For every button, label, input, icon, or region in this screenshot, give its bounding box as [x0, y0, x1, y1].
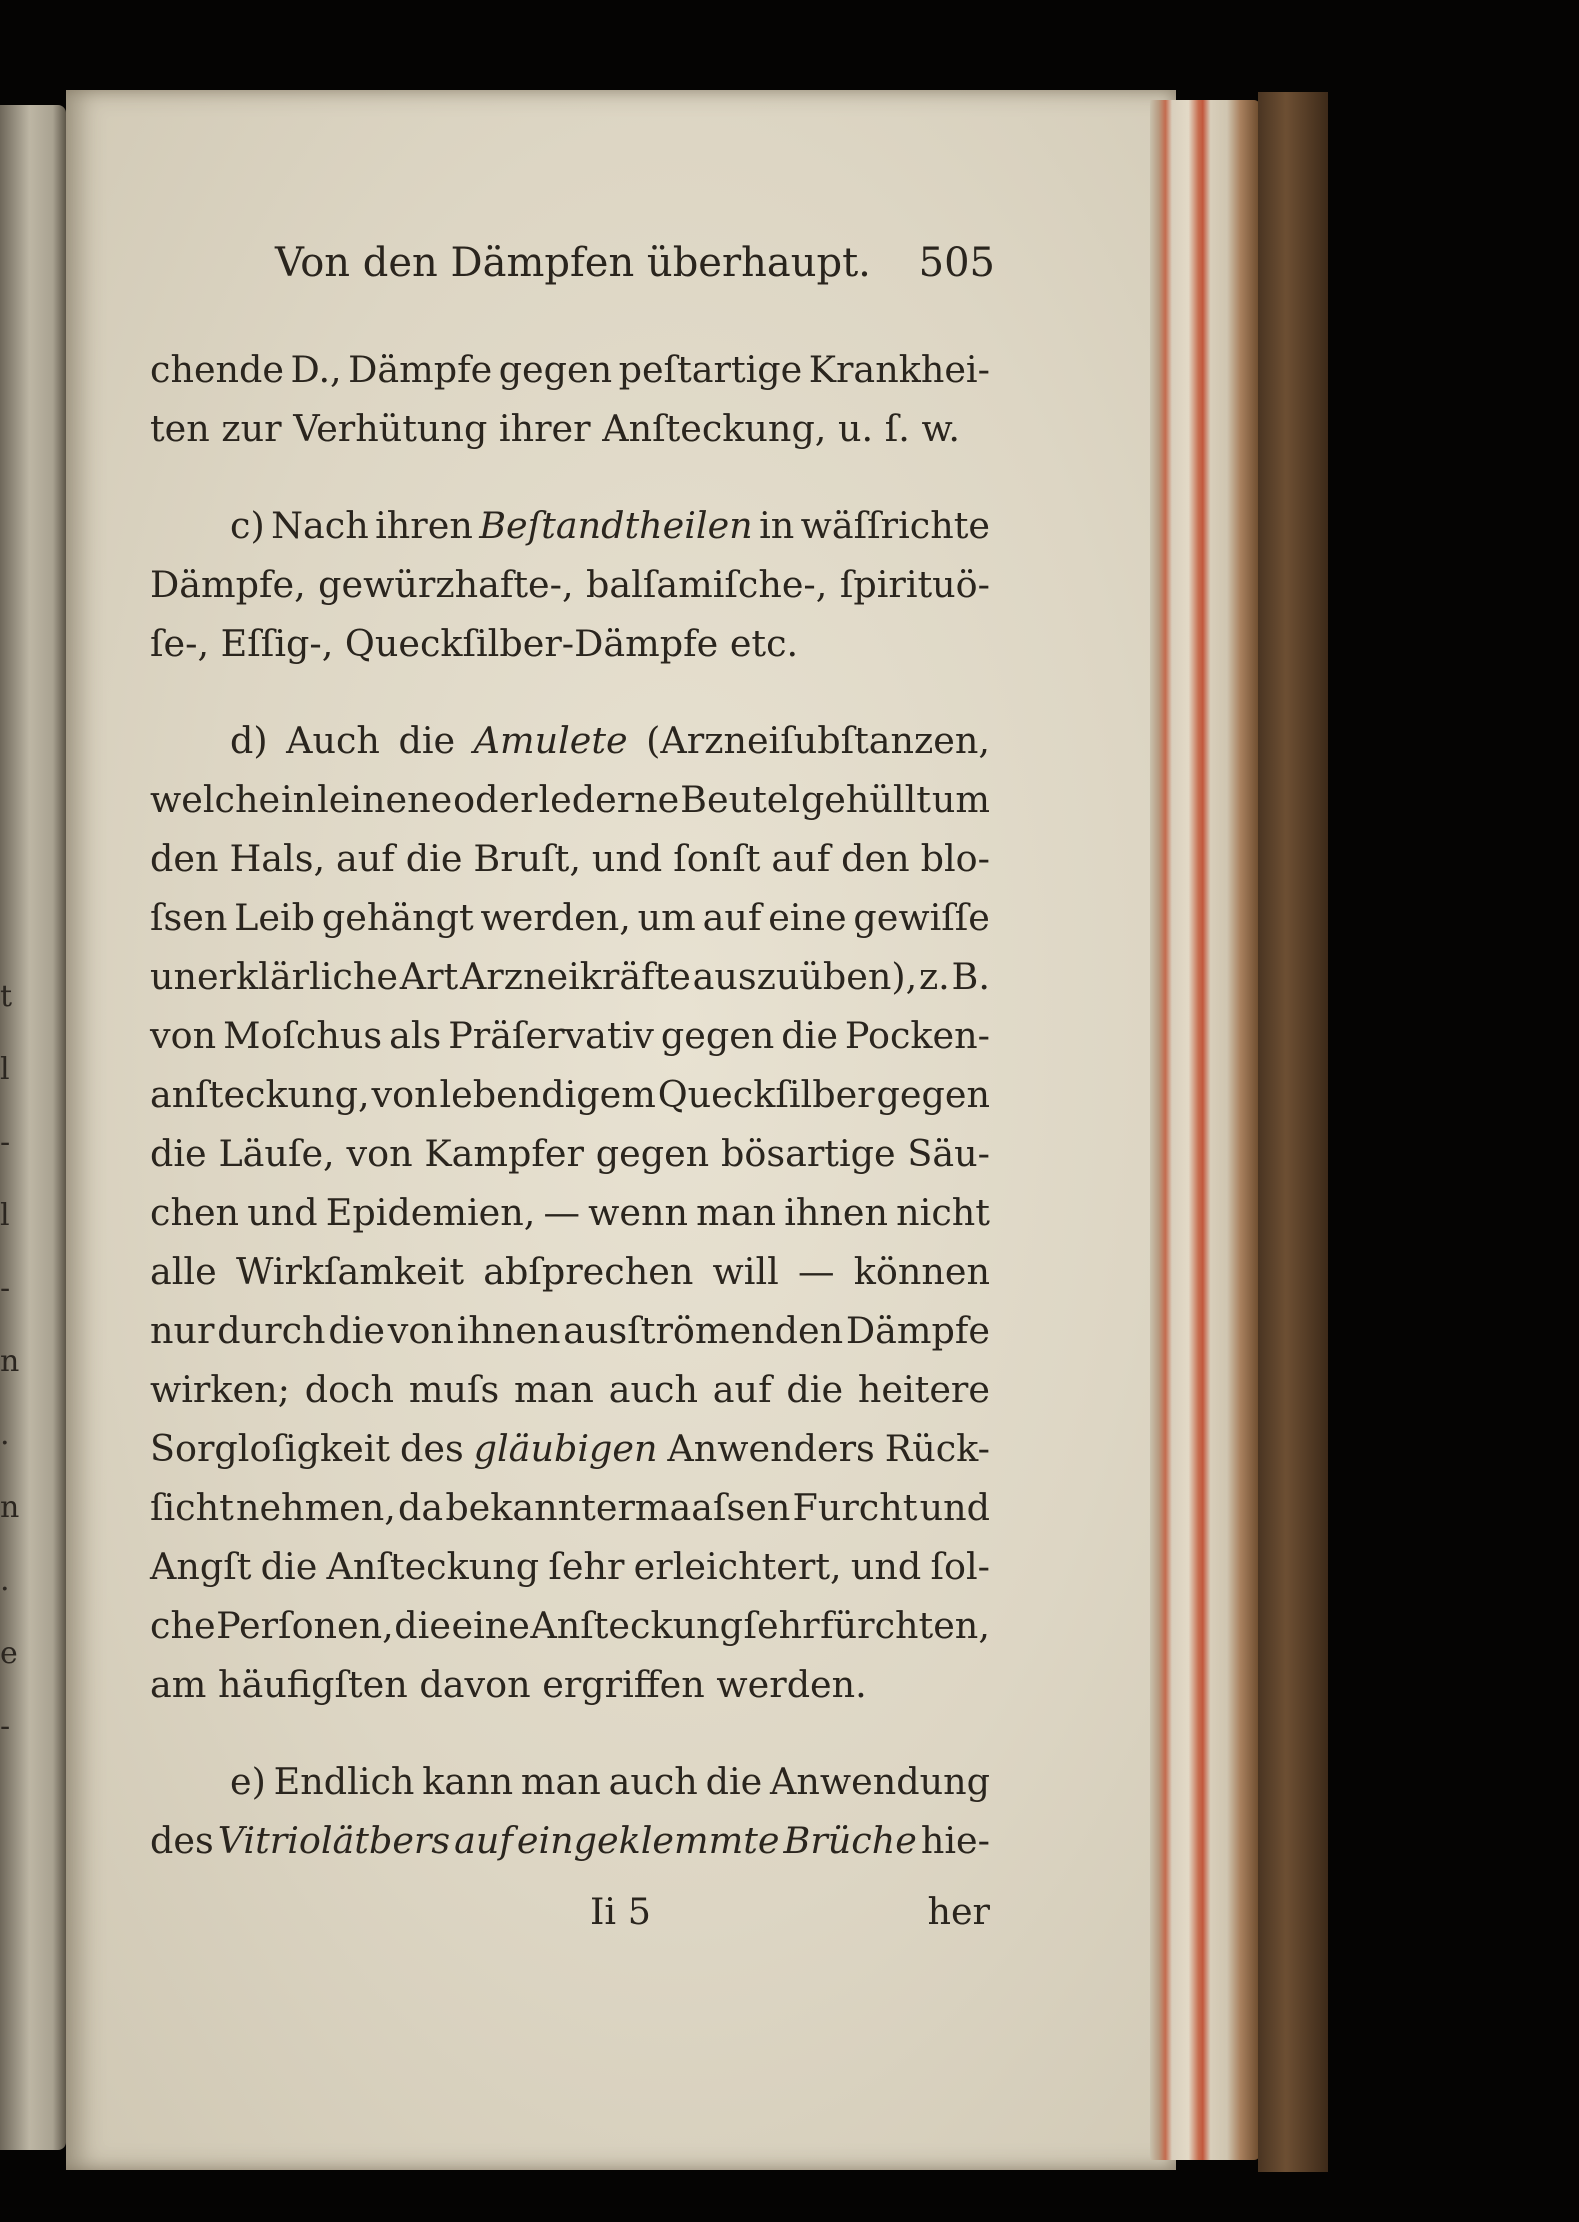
signature-mark: Ii 5	[590, 1890, 651, 1933]
fragment: .	[0, 1563, 10, 1598]
text-line: nur durch die von ihnen ausſtrömenden Dämpfe	[150, 1309, 990, 1352]
book-cover-edge	[1258, 92, 1328, 2172]
text-line: e) Endlich kann man auch die Anwendung	[230, 1760, 990, 1803]
paragraph	[150, 1752, 990, 1870]
text-line: c) Nach ihren Beſtandtheilen in wäſſrichte	[230, 504, 990, 547]
text-line: den Hals, auf die Bruſt, und ſonſt auf den blo-	[150, 837, 990, 880]
text-line: ſicht nehmen, da bekanntermaaſsen Furcht und	[150, 1486, 990, 1529]
paragraph	[150, 711, 990, 1714]
fragment: l	[0, 1198, 10, 1233]
text-line: chende D., Dämpfe gegen peſtartige Krankhei-	[150, 348, 990, 391]
text-line: des Vitriolätbers auf eingeklemmte Brüche hie-	[150, 1819, 990, 1862]
text-line: unerklärliche Art Arzneikräfte auszuüben), z. B.	[150, 955, 990, 998]
text-line: alle Wirkſamkeit abſprechen will — können	[150, 1250, 990, 1293]
text-line: Sorgloſigkeit des gläubigen Anwenders Rück-	[150, 1427, 990, 1470]
text-line: ſe-, Eſſig-, Queckſilber-Dämpfe etc.	[150, 622, 799, 665]
text-line: ſsen Leib gehängt werden, um auf eine gewiſſe	[150, 896, 990, 939]
fragment: l	[0, 1052, 10, 1087]
fragment: n	[0, 1344, 20, 1379]
running-title: Von den Dämpfen überhaupt.	[275, 240, 871, 286]
text-line: ten zur Verhütung ihrer Anſteckung, u. ſ. w.	[150, 407, 960, 450]
page-footer	[150, 1890, 990, 1950]
catchword: her	[927, 1890, 990, 1933]
text-line: am häufigſten davon ergriffen werden.	[150, 1663, 867, 1706]
paragraph	[150, 496, 990, 673]
facing-page-fragments	[0, 960, 30, 1763]
running-header	[275, 240, 995, 300]
fragment: t	[0, 979, 13, 1014]
text-line: die Läuſe, von Kampfer gegen bösartige Säu-	[150, 1132, 990, 1175]
fragment: n	[0, 1490, 20, 1525]
text-line: d) Auch die Amulete (Arzneiſubſtanzen,	[230, 719, 990, 762]
fragment: e	[0, 1636, 18, 1671]
text-line: chen und Epidemien, — wenn man ihnen nicht	[150, 1191, 990, 1234]
fragment: -	[0, 1709, 11, 1744]
fragment: .	[0, 1417, 10, 1452]
text-line: von Moſchus als Präſervativ gegen die Pocken-	[150, 1014, 990, 1057]
paragraph	[150, 340, 990, 458]
fragment: -	[0, 1125, 11, 1160]
text-line: Angſt die Anſteckung ſehr erleichtert, und ſol-	[150, 1545, 990, 1588]
text-line: welche in leinene oder lederne Beutel gehüllt um	[150, 778, 990, 821]
body-text	[150, 340, 990, 1870]
text-line: che Perſonen, die eine Anſteckung ſehr fürchten,	[150, 1604, 990, 1647]
fragment: -	[0, 1271, 11, 1306]
page-number: 505	[918, 240, 995, 286]
page-block-edge	[1150, 100, 1260, 2160]
text-line: anſteckung, von lebendigem Queckſilber gegen	[150, 1073, 990, 1116]
text-line: Dämpfe, gewürzhafte-, balſamiſche-, ſpirituö-	[150, 563, 990, 606]
text-line: wirken; doch muſs man auch auf die heitere	[150, 1368, 990, 1411]
